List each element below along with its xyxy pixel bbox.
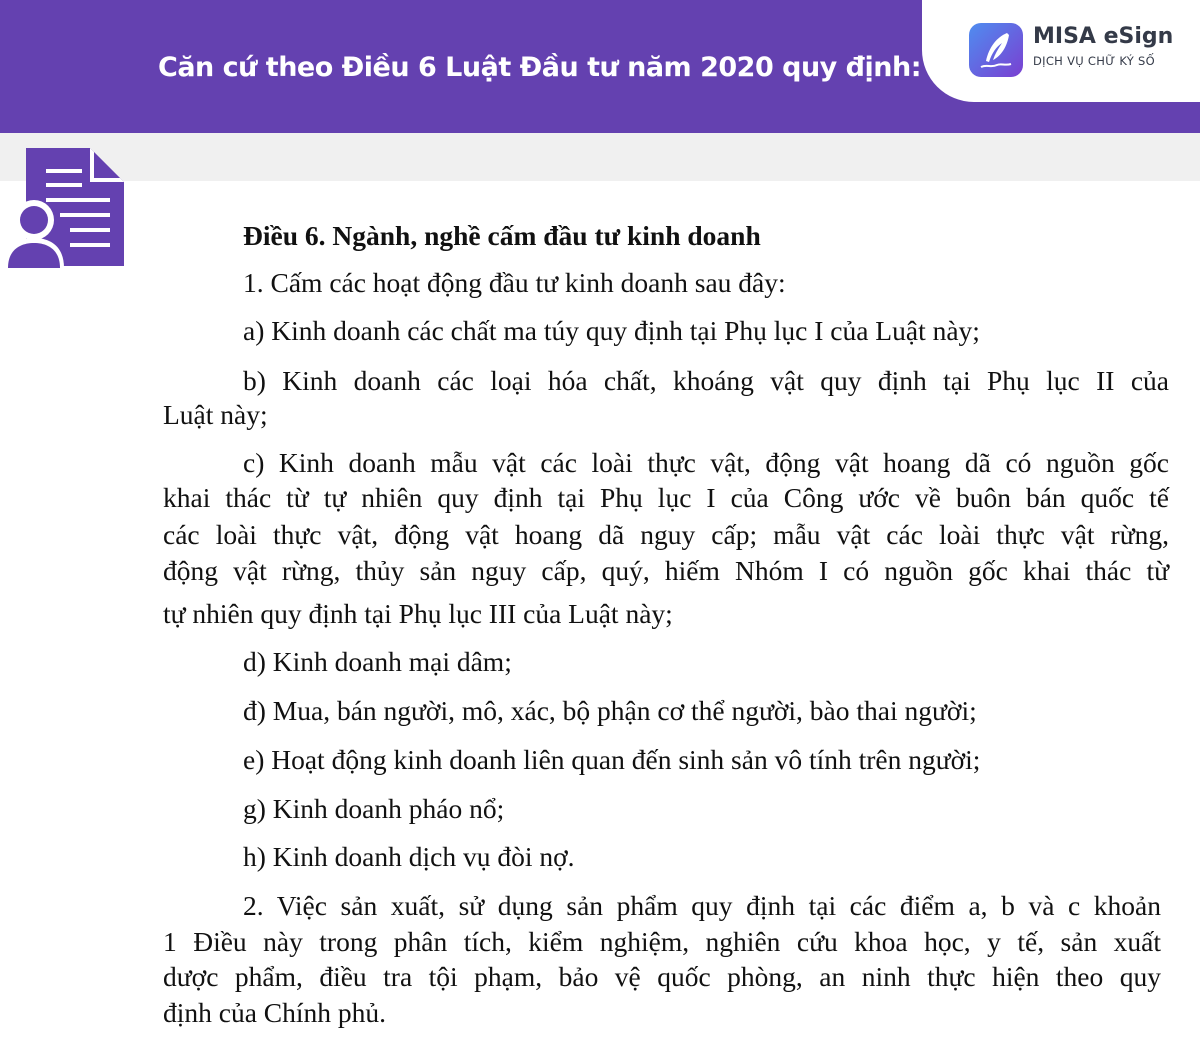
document-line: b) Kinh doanh các loại hóa chất, khoáng vật quy định tại Phụ lục II của [243,365,1169,396]
document-line: khai thác từ tự nhiên quy định tại Phụ lục I của Công ước về buôn bán quốc tế [163,482,1169,513]
document-line: Luật này; [163,399,268,430]
document-line: các loài thực vật, động vật hoang dã nguy cấp; mẫu vật các loài thực vật rừng, [163,519,1169,550]
document-line: c) Kinh doanh mẫu vật các loài thực vật, động vật hoang dã có nguồn gốc [243,447,1169,478]
logo-tagline: DỊCH VỤ CHỮ KÝ SỐ [1033,54,1155,68]
document-line: tự nhiên quy định tại Phụ lục III của Luật này; [163,598,673,629]
document-line: dược phẩm, điều tra tội phạm, bảo vệ quốc phòng, an ninh thực hiện theo quy [163,961,1161,992]
document-line: a) Kinh doanh các chất ma túy quy định tại Phụ lục I của Luật này; [243,315,980,346]
document-line: 2. Việc sản xuất, sử dụng sản phẩm quy định tại các điểm a, b và c khoản [243,890,1161,921]
document-line: d) Kinh doanh mại dâm; [243,646,512,677]
banner-title: Căn cứ theo Điều 6 Luật Đầu tư năm 2020 quy định: [158,52,922,83]
document-line: đ) Mua, bán người, mô, xác, bộ phận cơ thể người, bào thai người; [243,695,977,726]
document-line: h) Kinh doanh dịch vụ đòi nợ. [243,841,575,872]
document-line: 1. Cấm các hoạt động đầu tư kinh doanh sau đây: [243,267,786,298]
document-line: 1 Điều này trong phân tích, kiểm nghiệm, nghiên cứu khoa học, y tế, sản xuất [163,926,1161,957]
document-line: động vật rừng, thủy sản nguy cấp, quý, hiếm Nhóm I có nguồn gốc khai thác từ [163,555,1169,586]
document-line: e) Hoạt động kinh doanh liên quan đến sinh sản vô tính trên người; [243,744,981,775]
document-line: định của Chính phủ. [163,997,387,1028]
logo-brand: MISA eSign [1033,24,1174,49]
document-line: g) Kinh doanh pháo nổ; [243,793,505,824]
article-heading: Điều 6. Ngành, nghề cấm đầu tư kinh doanh [243,220,761,251]
